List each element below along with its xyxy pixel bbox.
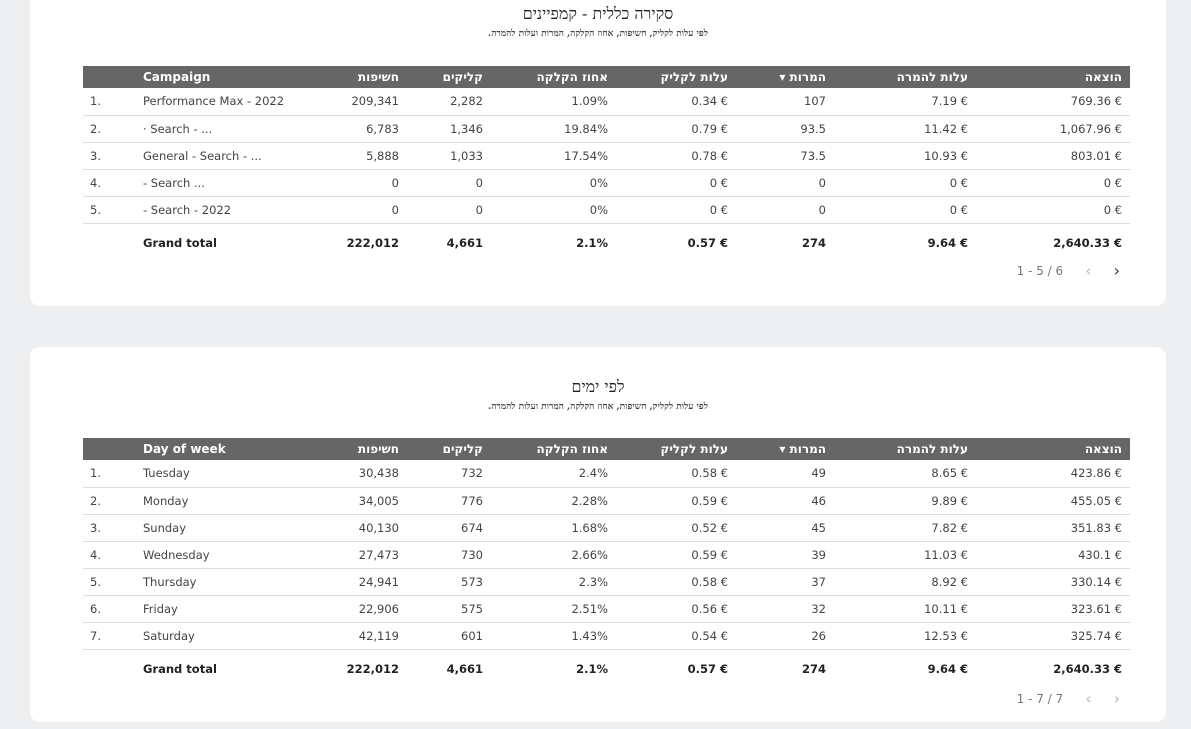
table-cell: 11.42 € [834,115,976,142]
column-header[interactable]: Campaign [135,66,310,88]
table-cell: - Search ... [135,169,310,196]
table-cell: 22,906 [310,595,407,622]
header-row [83,66,1130,88]
table-cell: 7. [83,622,135,649]
table-cell: 209,341 [310,88,407,115]
table-cell: 0.59 € [616,541,736,568]
table-cell: 0.54 € [616,622,736,649]
table-cell: 6. [83,595,135,622]
table-cell: 17.54% [491,142,616,169]
column-header[interactable]: אחוז הקלקה [491,438,616,460]
card-title: לפי ימים [571,377,625,396]
table-cell: 2.1% [576,662,608,677]
column-header[interactable]: עלות להמרה [834,66,976,88]
table-cell: 4,661 [446,236,483,251]
table-cell: 2,640.33 € [1053,236,1122,251]
column-header[interactable]: הוצאה [976,66,1130,88]
table-cell: 222,012 [346,662,399,677]
table-cell: 42,119 [310,622,407,649]
table-cell: 0.58 € [616,568,736,595]
table-cell: General - Search - ... [135,142,310,169]
table-cell: 12.53 € [834,622,976,649]
table-cell: 2.3% [491,568,616,595]
table-row [83,514,1130,541]
table-cell: - Search - 2022 [135,196,310,223]
table-cell: Grand total [143,662,217,677]
table-cell: 1.09% [491,88,616,115]
table-row [83,595,1130,622]
table-cell: Monday [135,487,310,514]
table-cell: 0 € [834,196,976,223]
table-cell: 0 € [976,169,1130,196]
table-cell: 10.93 € [834,142,976,169]
table-cell: Wednesday [135,541,310,568]
table-cell: 37 [736,568,834,595]
table-cell: 9.64 € [927,662,968,677]
table-cell: 5. [83,196,135,223]
table-cell: Saturday [135,622,310,649]
column-header[interactable]: חשיפות [310,66,407,88]
table-cell: 674 [407,514,491,541]
table-cell: 274 [801,662,826,677]
table-cell: 27,473 [310,541,407,568]
chevron-right-icon[interactable]: › [1113,689,1120,708]
table-row [83,568,1130,595]
table-cell: 0% [491,196,616,223]
table-cell: 1. [83,460,135,487]
page-range: 1 - 5 / 6 [1016,263,1064,278]
table-cell: 0.58 € [616,460,736,487]
table-cell: 0.57 € [687,662,728,677]
table-cell: 575 [407,595,491,622]
days-card [30,347,1166,722]
chevron-left-icon[interactable]: ‹ [1085,261,1092,280]
table-cell: 1,033 [407,142,491,169]
table-cell: 3. [83,514,135,541]
table-cell: 10.11 € [834,595,976,622]
table-cell: 39 [736,541,834,568]
table-cell: 0.34 € [616,88,736,115]
table-cell: Sunday [135,514,310,541]
page-range: 1 - 7 / 7 [1016,691,1064,706]
table-row [83,460,1130,487]
table-cell: 776 [407,487,491,514]
table-cell: 2. [83,115,135,142]
table-cell: 2. [83,487,135,514]
table-cell: 24,941 [310,568,407,595]
table-cell: 46 [736,487,834,514]
table-cell: 45 [736,514,834,541]
table-cell: 30,438 [310,460,407,487]
table-cell: 0.78 € [616,142,736,169]
table-cell: 455.05 € [976,487,1130,514]
table-cell: 8.92 € [834,568,976,595]
table-cell: 351.83 € [976,514,1130,541]
table-row [83,88,1130,115]
table-cell: 423.86 € [976,460,1130,487]
table-cell: 2,282 [407,88,491,115]
table-cell: 4. [83,541,135,568]
table-cell: 2.66% [491,541,616,568]
table-cell: 0.79 € [616,115,736,142]
table-cell: 0 [407,196,491,223]
table-cell: 325.74 € [976,622,1130,649]
table-cell: 1.43% [491,622,616,649]
table-cell: 40,130 [310,514,407,541]
table-row [83,169,1130,196]
column-header[interactable]: אחוז הקלקה [491,66,616,88]
table-cell: 2.51% [491,595,616,622]
table-row [83,487,1130,514]
card-title: סקירה כללית - קמפיינים [522,4,674,23]
table-cell: 0 [736,169,834,196]
table-row [83,115,1130,142]
table-cell: 2.28% [491,487,616,514]
table-cell: 9.89 € [834,487,976,514]
table-cell: 430.1 € [976,541,1130,568]
table-cell: 0 € [834,169,976,196]
table-cell: 0 € [976,196,1130,223]
table-cell: 4. [83,169,135,196]
table-cell: 330.14 € [976,568,1130,595]
table-cell: 8.65 € [834,460,976,487]
table-cell: 4,661 [446,662,483,677]
table-cell [83,223,135,263]
table-cell: 323.61 € [976,595,1130,622]
table-cell: 107 [736,88,834,115]
table-cell: 0 [407,169,491,196]
card-subtitle: .לפי עלות לקליק, חשיפות, אחוז הקלקה, המרות ועלות להמרה [488,29,708,39]
days-table [83,438,1130,689]
column-header[interactable]: עלות לקליק [616,438,736,460]
chevron-right-icon[interactable]: › [1113,261,1120,280]
table-cell: 803.01 € [976,142,1130,169]
table-cell: Performance Max - 2022 [135,88,310,115]
table-cell: 769.36 € [976,88,1130,115]
column-header [83,66,135,88]
table-cell: 9.64 € [927,236,968,251]
table-row [83,541,1130,568]
table-cell: 0.59 € [616,487,736,514]
pagination [1017,261,1120,280]
table-cell: 7.82 € [834,514,976,541]
column-header[interactable]: קליקים [407,66,491,88]
table-cell: 19.84% [491,115,616,142]
table-cell: 0 € [616,169,736,196]
pagination [1017,689,1120,708]
table-row [83,142,1130,169]
table-cell: 601 [407,622,491,649]
table-cell: 0 [310,196,407,223]
table-cell: · Search - ... [135,115,310,142]
table-cell: 11.03 € [834,541,976,568]
table-cell: 222,012 [346,236,399,251]
grand-total-row [83,223,1130,263]
table-cell: 274 [801,236,826,251]
column-header[interactable]: הוצאה [976,438,1130,460]
table-cell: 0% [491,169,616,196]
table-cell: 6,783 [310,115,407,142]
table-cell: 34,005 [310,487,407,514]
column-header[interactable]: עלות להמרה [834,438,976,460]
table-cell: 3. [83,142,135,169]
table-cell: 0 [736,196,834,223]
table-row [83,196,1130,223]
table-cell: 573 [407,568,491,595]
column-header[interactable]: Day of week [135,438,310,460]
table-cell: 5. [83,568,135,595]
column-header[interactable]: חשיפות [310,438,407,460]
table-cell: 93.5 [736,115,834,142]
table-cell: 32 [736,595,834,622]
table-cell: 73.5 [736,142,834,169]
column-header[interactable]: ▾ המרות [736,66,834,88]
table-cell: 1,067.96 € [976,115,1130,142]
column-header [83,438,135,460]
table-cell: Friday [135,595,310,622]
table-cell: 1.68% [491,514,616,541]
table-cell: 730 [407,541,491,568]
table-cell: Tuesday [135,460,310,487]
column-header[interactable]: קליקים [407,438,491,460]
table-cell: 0 € [616,196,736,223]
table-cell: 0.56 € [616,595,736,622]
campaigns-card [30,0,1166,306]
table-cell: 0.57 € [687,236,728,251]
column-header[interactable]: עלות לקליק [616,66,736,88]
table-cell: 7.19 € [834,88,976,115]
header-row [83,438,1130,460]
table-cell: 2,640.33 € [1053,662,1122,677]
table-cell: 49 [736,460,834,487]
table-cell: 5,888 [310,142,407,169]
chevron-left-icon[interactable]: ‹ [1085,689,1092,708]
table-cell: 0.52 € [616,514,736,541]
table-cell: Grand total [143,236,217,251]
card-subtitle: .לפי עלות לקליק, חשיפות, אחוז הקלקה, המרות ועלות להמרה [488,402,708,412]
table-cell: 0 [310,169,407,196]
column-header[interactable]: ▾ המרות [736,438,834,460]
table-cell: Thursday [135,568,310,595]
table-cell: 732 [407,460,491,487]
table-cell: 2.1% [576,236,608,251]
table-cell: 1,346 [407,115,491,142]
table-cell: 26 [736,622,834,649]
table-row [83,622,1130,649]
campaigns-table [83,66,1130,263]
table-cell: 2.4% [491,460,616,487]
table-cell: 1. [83,88,135,115]
table-cell [83,649,135,689]
grand-total-row [83,649,1130,689]
